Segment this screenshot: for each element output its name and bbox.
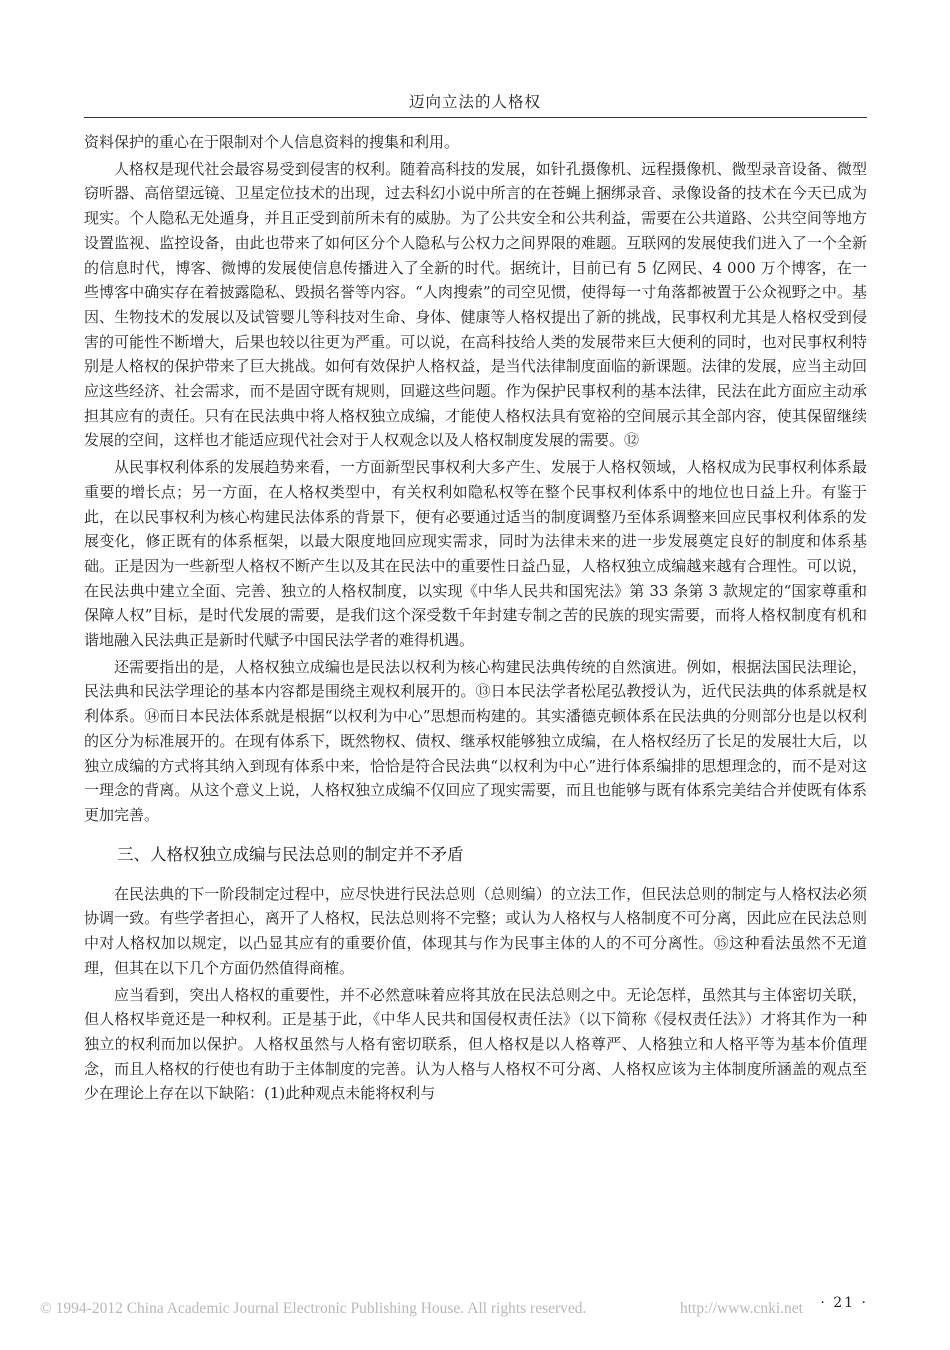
watermark-url[interactable]: http://www.cnki.net bbox=[680, 1300, 803, 1317]
watermark-copyright: © 1994-2012 China Academic Journal Electronic Publishing House. All rights reserved. bbox=[40, 1300, 587, 1317]
paragraph: 从民事权利体系的发展趋势来看，一方面新型民事权利大多产生、发展于人格权领域，人格权成为民事权利体系最重要的增长点；另一方面，在人格权类型中，有关权利如隐私权等在整个民事权利体系中的地位也日益上升。有鉴于此，在以民事权利为核心构建民法体系的背景下，便有必要通过适当的制度调整乃至体系调整来回应民事权利体系的发展变化，修正既有的体系框架，以最大限度地回应现实需求，同时为法律未来的进一步发展奠定良好的制度和体系基础。正是因为一些新型人格权不断产生以及其在民法中的重要性日益凸显，人格权独立成编越来越有合理性。可以说，在民法典中建立全面、完善、独立的人格权制度，以实现《中华人民共和国宪法》第 33 条第 3 款规定的“国家尊重和保障人权”目标，是时代发展的需要，是我们这个深受数千年封建专制之苦的民族的现实需要，而将人格权制度有机和谐地融入民法典正是新时代赋予中国民法学者的难得机遇。 bbox=[84, 458, 867, 650]
article-body bbox=[84, 130, 867, 1106]
paragraph: 应当看到，突出人格权的重要性，并不必然意味着应将其放在民法总则之中。无论怎样，虽然其与主体密切关联，但人格权毕竟还是一种权利。正是基于此，《中华人民共和国侵权责任法》（以下简称《侵权责任法》）才将其作为一种独立的权利而加以保护。人格权虽然与人格有密切联系，但人格权是以人格尊严、人格独立和人格平等为基本价值理念，而且人格权的行使也有助于主体制度的完善。认为人格与人格权不可分离、人格权应该为主体制度所涵盖的观点至少在理论上存在以下缺陷：(1)此种观点未能将权利与 bbox=[84, 985, 867, 1103]
section-heading: 三、人格权独立成编与民法总则的制定并不矛盾 bbox=[117, 844, 464, 864]
paragraph: 还需要指出的是，人格权独立成编也是民法以权利为核心构建民法典传统的自然演进。例如，根据法国民法理论，民法典和民法学理论的基本内容都是围绕主观权利展开的。⑬日本民法学者松尾弘教授认为，近代民法典的体系就是权利体系。⑭而日本民法体系就是根据“以权利为中心”思想而构建的。其实潘德克顿体系在民法典的分则部分也是以权利的区分为标准展开的。在现有体系下，既然物权、债权、继承权能够独立成编，在人格权经历了长足的发展壮大后，以独立成编的方式将其纳入到现有体系中来，恰恰是符合民法典“以权利为中心”进行体系编排的思想理念的，而不是对这一理念的背离。从这个意义上说，人格权独立成编不仅回应了现实需要，而且也能够与既有体系完美结合并使既有体系更加完善。 bbox=[84, 657, 867, 824]
page-number: · 21 · bbox=[820, 1295, 868, 1311]
paragraph-continued: 资料保护的重心在于限制对个人信息资料的搜集和利用。 bbox=[84, 133, 460, 151]
paragraph: 在民法典的下一阶段制定过程中，应尽快进行民法总则（总则编）的立法工作，但民法总则的制定与人格权法必须协调一致。有些学者担心，离开了人格权，民法总则将不完整；或认为人格权与人格制度不可分离，因此应在民法总则中对人格权加以规定，以凸显其应有的重要价值，体现其与作为民事主体的人的不可分离性。⑮这种看法虽然不无道理，但其在以下几个方面仍然值得商榷。 bbox=[84, 884, 867, 977]
running-header-title: 迈向立法的人格权 bbox=[408, 93, 541, 111]
header-divider bbox=[84, 117, 867, 118]
paragraph: 人格权是现代社会最容易受到侵害的权利。随着高科技的发展，如针孔摄像机、远程摄像机、微型录音设备、微型窃听器、高倍望远镜、卫星定位技术的出现，过去科幻小说中所言的在苍蝇上捆绑录音、录像设备的技术在今天已成为现实。个人隐私无处遁身，并且正受到前所未有的威胁。为了公共安全和公共利益，需要在公共道路、公共空间等地方设置监视、监控设备，由此也带来了如何区分个人隐私与公权力之间界限的难题。互联网的发展使我们进入了一个全新的信息时代，博客、微博的发展使信息传播进入了全新的时代。据统计，目前已有 5 亿网民、4 000 万个博客，在一些博客中确实存在着披露隐私、毁损名誉等内容。“人肉搜索”的司空见惯，使得每一寸角落都被置于公众视野之中。基因、生物技术的发展以及试管婴儿等科技对生命、身体、健康等人格权提出了新的挑战，民事权利尤其是人格权受到侵害的可能性不断增大，后果也较以往更为严重。可以说，在高科技给人类的发展带来巨大便利的同时，也对民事权利特别是人格权的保护带来了巨大挑战。如何有效保护人格权益，是当代法律制度面临的新课题。法律的发展，应当主动回应这些经济、社会需求，而不是固守既有规则，回避这些问题。作为保护民事权利的基本法律，民法在此方面应主动承担其应有的责任。只有在民法典中将人格权独立成编，才能使人格权法具有宽裕的空间展示其全部内容，使其保留继续发展的空间，这样也才能适应现代社会对于人权观念以及人格权制度发展的需要。⑫ bbox=[84, 159, 867, 450]
